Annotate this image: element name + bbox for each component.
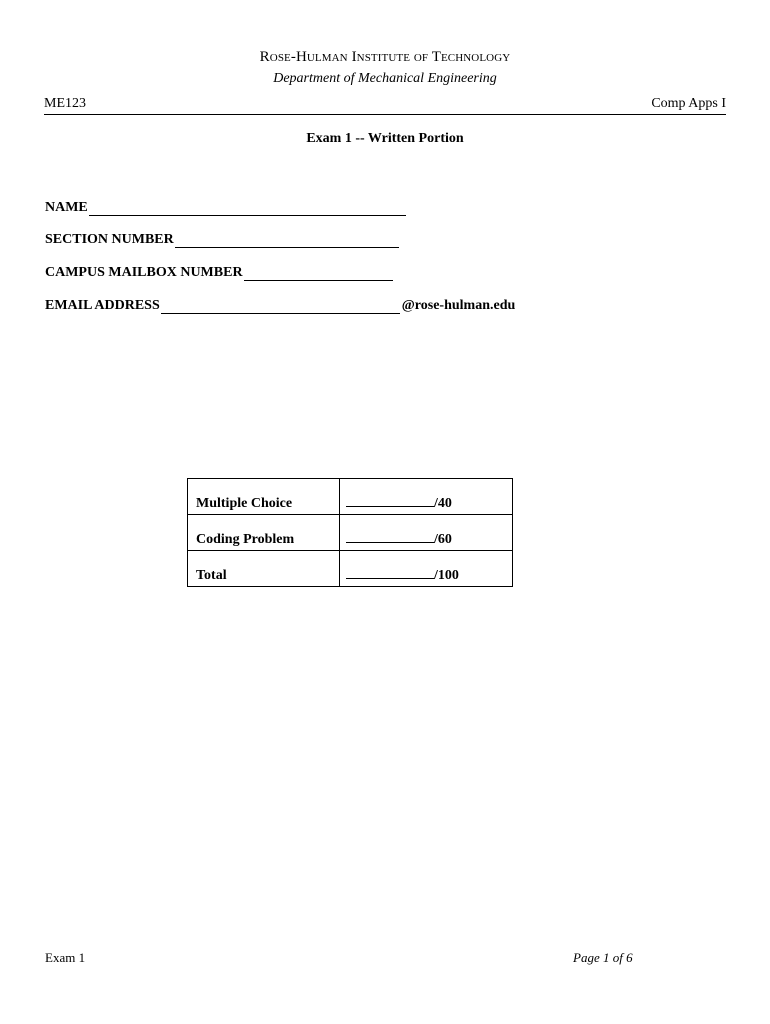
section-blank[interactable] xyxy=(175,232,399,248)
score-blank[interactable] xyxy=(346,492,434,507)
score-blank[interactable] xyxy=(346,528,434,543)
score-label: Coding Problem xyxy=(188,515,340,551)
score-value xyxy=(340,515,513,551)
email-label: EMAIL ADDRESS xyxy=(45,298,160,313)
institution-name: Rose-Hulman Institute of Technology xyxy=(259,49,511,65)
score-value xyxy=(340,479,513,515)
course-header-rule xyxy=(44,96,726,115)
course-code: ME123 xyxy=(44,96,86,111)
footer-exam-label: Exam 1 xyxy=(45,950,86,965)
mailbox-label: CAMPUS MAILBOX NUMBER xyxy=(45,265,243,280)
mailbox-field xyxy=(45,263,393,281)
exam-title: Exam 1 -- Written Portion xyxy=(306,131,464,146)
footer-page-number: Page 1 of 6 xyxy=(573,950,633,965)
table-row xyxy=(188,515,513,551)
score-label: Total xyxy=(188,551,340,587)
table-row xyxy=(188,551,513,587)
score-max: /100 xyxy=(434,568,459,583)
email-domain: @rose-hulman.edu xyxy=(401,298,516,313)
score-label: Multiple Choice xyxy=(188,479,340,515)
score-table xyxy=(187,478,513,587)
score-max: /60 xyxy=(434,532,452,547)
course-name: Comp Apps I xyxy=(651,96,726,111)
score-blank[interactable] xyxy=(346,564,434,579)
email-field xyxy=(45,296,515,314)
name-label: NAME xyxy=(45,200,88,215)
section-field xyxy=(45,230,399,248)
table-row xyxy=(188,479,513,515)
score-value xyxy=(340,551,513,587)
name-blank[interactable] xyxy=(89,200,406,216)
mailbox-blank[interactable] xyxy=(244,265,393,281)
name-field xyxy=(45,198,406,216)
section-label: SECTION NUMBER xyxy=(45,232,174,247)
score-max: /40 xyxy=(434,496,452,511)
email-blank[interactable] xyxy=(161,298,400,314)
department-name: Department of Mechanical Engineering xyxy=(273,71,497,86)
